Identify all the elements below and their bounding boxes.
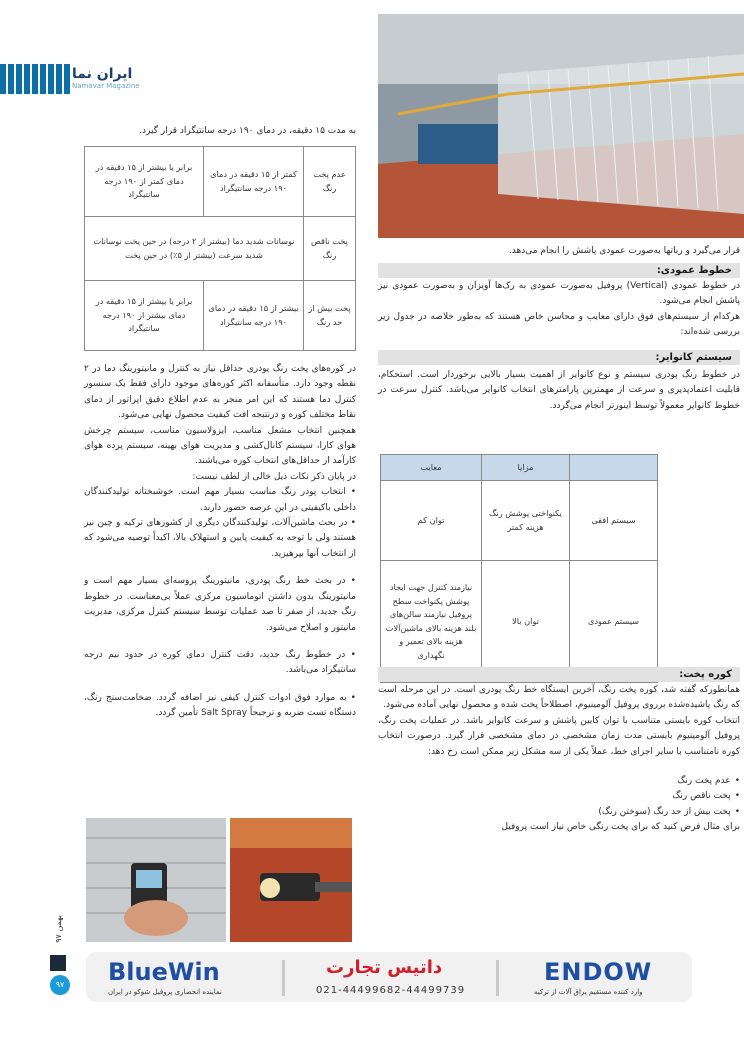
left-intro-text: به مدت ۱۵ دقیقه، در دمای ۱۹۰ درجه سانتیگراد قرار گیرد. bbox=[139, 126, 356, 136]
table-cell: توان بالا bbox=[482, 561, 570, 683]
table-cell: برابر یا بیشتر از ۱۵ دقیقه در دمای کمتر از ۱۹۰ درجه سانتیگراد bbox=[85, 147, 204, 217]
paragraph: در کوره‌های پخت رنگ پودری حداقل نیاز به کنترل و مانیتورینگ دما در ۲ نقطه وجود دارد. متأسفانه اکثر کوره‌های موجود دارای فقط یک سنسور کنترل دما هستند که این امر منجر به عدم اطلاع دقیق اپراتور از دمای نقاط مختلف کوره و درنتیجه افت کیفیت محصول نهایی می‌شود. bbox=[84, 364, 356, 421]
left-body bbox=[84, 362, 356, 722]
endow-logo: ENDOW bbox=[544, 958, 653, 986]
table-cell: یکنواختی پوشش رنگ هزینه کمتر bbox=[482, 481, 570, 561]
paragraph: همانطورکه گفته شد، کوره پخت رنگ، آخرین ایستگاه خط رنگ پودری است. در این مرحله است که رنگ پاشیده‌شده برروی پروفیل آلومینیوم، اصطلاحاً پخت شده و محصول نهایی آماده می‌شود. bbox=[378, 685, 740, 711]
bluewin-tagline: نماینده انحصاری پروفیل شوکو در ایران bbox=[108, 988, 222, 996]
table-row bbox=[85, 281, 356, 351]
paragraph: همچنین انتخاب مشعل مناسب، ایزولاسیون مناسب، سیستم چرخش هوای کارا، سیستم کانال‌کشی و مدیریت هوای بهینه، سیستم پرده هوای کارآمد از حداقل‌های انتخاب کوره می‌باشند. bbox=[84, 425, 356, 467]
table-row bbox=[85, 147, 356, 217]
divider bbox=[496, 960, 499, 996]
list-item: • پخت بیش از حد رنگ (سوختن رنگ) bbox=[378, 805, 740, 820]
table-cell: توان کم bbox=[381, 481, 482, 561]
table-cell-merged: نوسانات شدید دما (بیشتر از ۲ درجه) در حین پخت نوسانات شدید سرعت (بیشتر از ۵٪) در حین پخت bbox=[85, 217, 304, 281]
datis-logo: داتیس تجارت bbox=[326, 957, 443, 978]
table-row-label: پخت ناقص رنگ bbox=[304, 217, 356, 281]
magazine-badge-icon bbox=[50, 955, 66, 971]
paragraph: • انتخاب پودر رنگ مناسب بسیار مهم است. خوشبختانه تولیدکنندگان داخلی باکیفیتی در این عرصه حضور دارند. bbox=[84, 487, 356, 513]
table-row bbox=[85, 217, 356, 281]
bluewin-ad[interactable] bbox=[94, 952, 274, 1002]
masthead bbox=[0, 64, 160, 94]
advertisement-bar bbox=[86, 952, 692, 1002]
table-cell: برابر یا بیشتر از ۱۵ دقیقه در دمای بیشتر از ۱۹۰ درجه سانتیگراد bbox=[85, 281, 204, 351]
endow-tagline: وارد کننده مستقیم یراق آلات از ترکیه bbox=[534, 988, 643, 996]
thickness-gauge-photo bbox=[86, 818, 226, 942]
table-cell: کمتر از ۱۵ دقیقه در دمای ۱۹۰ درجه سانتیگراد bbox=[204, 147, 304, 217]
spray-gun-photo bbox=[230, 818, 352, 942]
cooking-oven-body bbox=[378, 683, 740, 836]
systems-comparison-table bbox=[380, 454, 658, 683]
right-intro-text: قرار می‌گیرد و رباتها به‌صورت عمودی پاشش را انجام می‌دهد. bbox=[508, 246, 740, 256]
paragraph: انتخاب کوره بایستی متناسب با توان کابین پاشش و سرعت کانوایر باشد. در عملیات پخت رنگ، پروفیل آلومینیوم بایستی مدت زمان مشخصی در دمای مشخصی قرار گیرد. درصورت انتخاب کوره نامتناسب با سایر اجزای خط، عملاً یکی از سه مشکل زیر ممکن است رخ دهد: bbox=[378, 715, 740, 757]
cooking-oven-heading: کوره پخت: bbox=[378, 667, 740, 682]
page-number: ۹۷ bbox=[50, 975, 70, 995]
endow-ad[interactable] bbox=[506, 952, 686, 1002]
divider bbox=[282, 960, 285, 996]
paragraph: برای مثال فرض کنید که برای پخت رنگی خاص نیاز است پروفیل bbox=[501, 822, 740, 833]
table-row-label: پخت بیش از حد رنگ bbox=[304, 281, 356, 351]
table-row bbox=[381, 481, 658, 561]
page-folio bbox=[50, 915, 72, 989]
factory-conveyor-photo bbox=[378, 14, 744, 238]
list-item: • عدم پخت رنگ bbox=[378, 774, 740, 789]
table-row bbox=[381, 561, 658, 683]
table-header: معایب bbox=[381, 455, 482, 481]
datis-phone: 021-44499682-44499739 bbox=[316, 985, 466, 996]
magazine-logo: ایران نما bbox=[72, 66, 133, 82]
problems-list bbox=[378, 774, 740, 820]
table-row-label: سیستم عمودی bbox=[570, 561, 658, 683]
table-header bbox=[570, 455, 658, 481]
table-cell: نیازمند کنترل جهت ایجاد پوشش یکنواخت سطح پروفیل نیازمند سالن‌های بلند هزینه بالای ماشین‌آلات هزینه بالای تعمیر و نگهداری bbox=[381, 561, 482, 683]
conveyor-body bbox=[378, 368, 740, 414]
paragraph: • در بحث خط رنگ پودری، مانیتورینگ پروسه‌ای بسیار مهم است و مانیتورینگ بدون داشتن اتوماسیون مرکزی عملاً بی‌معناست. در خطوط رنگ جدید، از صفر تا صد عملیات توسط سیستم کنترل مرکزی، مدیریت مانیتور و اصلاح می‌شود. bbox=[84, 576, 356, 633]
masthead-stripes bbox=[0, 64, 70, 94]
paragraph: • در بحث ماشین‌آلات، تولیدکنندگان دیگری از کشورهای ترکیه و چین نیز هستند ولی با توجه به کیفیت پایین و استهلاک بالا، اکیداً توصیه می‌شود که از انتخاب آنها بپرهیزید. bbox=[84, 518, 356, 559]
table-header-row bbox=[381, 455, 658, 481]
paragraph: در پایان ذکر نکات ذیل خالی از لطف نیست: bbox=[192, 471, 356, 482]
cooking-problems-table bbox=[84, 146, 356, 351]
paragraph: هرکدام از سیستم‌های فوق دارای معایب و محاسن خاص هستند که به‌طور خلاصه در جدول زیر بررسی شده‌اند: bbox=[378, 311, 740, 338]
left-intro bbox=[84, 124, 356, 139]
list-item: • پخت ناقص رنگ bbox=[378, 789, 740, 804]
paragraph: در خطوط عمودی (Vertical) پروفیل به‌صورت عمودی به رک‌ها آویزان و به‌صورت عمودی نیز پاشش انجام می‌شود. bbox=[378, 281, 740, 307]
bluewin-logo: BlueWin bbox=[108, 958, 220, 986]
table-cell: بیشتر از ۱۵ دقیقه در دمای ۱۹۰ درجه سانتیگراد bbox=[204, 281, 304, 351]
right-intro bbox=[378, 244, 740, 259]
magazine-subtitle: Namavar Magazine bbox=[72, 82, 140, 90]
issue-month: بهمن ۹۷ bbox=[54, 915, 63, 943]
paragraph: • در خطوط رنگ جدید، دقت کنترل دمای کوره در حدود نیم درجه سانتیگراد می‌باشد. bbox=[84, 649, 356, 676]
table-header: مزایا bbox=[482, 455, 570, 481]
table-row-label: عدم پخت رنگ bbox=[304, 147, 356, 217]
paragraph: در خطوط رنگ پودری سیستم و نوع کانوایر از اهمیت بسیار بالایی برخوردار است. استحکام، قابلیت اعتمادپذیری و سرعت از مهمترین پارامترهای انتخاب کانوایر می‌باشد. کنترل سرعت در خطوط کانوایر معمولاً توسط اینورتر انجام می‌گردد. bbox=[378, 370, 740, 411]
vertical-lines-heading: خطوط عمودی: bbox=[378, 263, 740, 278]
paragraph: • به موارد فوق ادوات کنترل کیفی نیز اضافه گردد. ضخامت‌سنج رنگ، دستگاه تست ضربه و ترجیحاً Salt Spray تأمین گردد. bbox=[84, 692, 356, 719]
conveyor-heading: سیستم کانوایر: bbox=[378, 350, 740, 365]
datis-ad[interactable] bbox=[292, 952, 492, 1002]
vertical-lines-body bbox=[378, 279, 740, 341]
table-row-label: سیستم افقی bbox=[570, 481, 658, 561]
